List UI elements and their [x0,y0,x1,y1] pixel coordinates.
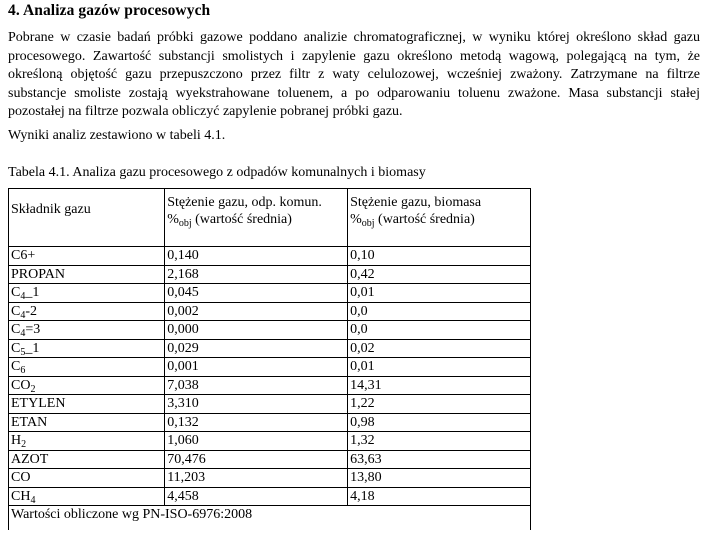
table-row [9,358,531,377]
biomass-value-cell: 0,0 [348,321,531,340]
municipal-value-cell: 0,140 [165,247,348,266]
header-biomass-line1: Stężenie gazu, biomasa [350,195,482,210]
component-cell [9,487,165,506]
header-biomass-unit-sub: obj [361,218,375,229]
municipal-value-cell: 0,002 [165,302,348,321]
municipal-value-cell: 0,001 [165,358,348,377]
component-name: AZOT [11,451,49,467]
component-cell [9,413,165,432]
component-name: CO [11,377,31,393]
header-biomass-unit: % [350,212,362,227]
component-name: CO [11,470,31,485]
table-row [9,469,531,488]
header-municipal-unit: % [167,212,179,227]
component-name: ETYLEN [11,396,66,411]
component-cell [9,432,165,451]
component-subscript: 4 [20,328,26,339]
component-subscript: 2 [30,383,36,395]
component-name: C [11,340,21,356]
biomass-value-cell: 4,18 [348,487,531,506]
biomass-value-cell: 0,98 [348,413,531,432]
biomass-value-cell: 0,10 [348,247,531,266]
municipal-value-cell: 0,000 [165,321,348,340]
municipal-value-cell: 0,132 [165,413,348,432]
table-header-row [9,189,531,247]
component-name: PROPAN [11,266,65,282]
table-row [9,321,531,340]
municipal-value-cell: 70,476 [165,450,348,469]
table-row [9,265,531,284]
header-biomass-note: (wartość średnia) [374,212,475,227]
component-name: H [11,433,22,448]
table-row [9,450,531,469]
component-name: ETAN [11,414,48,430]
table-row [9,284,531,303]
component-name: CH [11,488,31,504]
municipal-value-cell: 1,060 [165,432,348,451]
biomass-value-cell: 0,01 [348,284,531,303]
component-cell [9,339,165,358]
component-cell [9,247,165,266]
table-row [9,339,531,358]
header-municipal [165,189,348,247]
component-subscript: 5 [20,346,26,358]
biomass-value-cell: 0,01 [348,358,531,377]
body-paragraph: Pobrane w czasie badań próbki gazowe poddano analizie chromatograficznej, w wyniku której określono skład gazu procesowego. Zawartość substancji smolistych i zapylenie gazu określono metodą wagową, polegającą na tym, że określoną objętość gazu przepuszczono przez filtr z waty celulozowej, wcześniej zważony. Zatrzymane na filtrze substancje smoliste zostają wyekstrahowane toluenem, a po odparowaniu toluenu zważone. Masa substancji stałej pozostałej na filtrze pozwala obliczyć zapylenie pobranej próbki gazu. [8,30,700,119]
biomass-value-cell: 1,22 [348,395,531,414]
table-row [9,376,531,395]
biomass-value-cell: 14,31 [348,376,531,395]
table-footnote: Wartości obliczone wg PN-ISO-6976:2008 [9,506,531,531]
municipal-value-cell: 3,310 [165,395,348,414]
component-name: C [11,285,21,300]
municipal-value-cell: 11,203 [165,469,348,488]
table-row [9,395,531,414]
table-footnote-row [9,506,531,531]
component-suffix: _1 [25,340,40,356]
table-row [9,432,531,451]
component-suffix: _1 [25,285,40,300]
component-cell [9,321,165,340]
component-subscript: 4 [20,291,26,302]
header-municipal-unit-sub: obj [178,218,192,229]
component-suffix: =3 [25,322,41,337]
municipal-value-cell: 2,168 [165,265,348,284]
results-note: Wyniki analiz zestawiono w tabeli 4.1. [8,128,226,143]
biomass-value-cell: 0,02 [348,339,531,358]
component-name: C [11,303,21,319]
component-subscript: 2 [21,439,27,450]
component-name: C [11,322,21,337]
municipal-value-cell: 0,045 [165,284,348,303]
header-component: Składnik gazu [9,189,165,247]
table-row [9,302,531,321]
biomass-value-cell: 0,42 [348,265,531,284]
component-cell [9,358,165,377]
municipal-value-cell: 0,029 [165,339,348,358]
component-name: C [11,359,21,374]
gas-analysis-table [8,188,531,530]
component-cell [9,450,165,469]
header-biomass [348,189,531,247]
biomass-value-cell: 0,0 [348,302,531,321]
component-subscript: 6 [20,365,26,376]
municipal-value-cell: 4,458 [165,487,348,506]
header-municipal-line1: Stężenie gazu, odp. komun. [167,195,322,210]
biomass-value-cell: 63,63 [348,450,531,469]
component-subscript: 4 [30,494,36,506]
header-municipal-note: (wartość średnia) [191,212,292,227]
table-caption: Tabela 4.1. Analiza gazu procesowego z odpadów komunalnych i biomasy [8,165,426,180]
component-cell [9,284,165,303]
component-subscript: 4 [20,309,26,321]
table-row [9,247,531,266]
biomass-value-cell: 13,80 [348,469,531,488]
table-body [9,247,531,506]
component-cell [9,395,165,414]
biomass-value-cell: 1,32 [348,432,531,451]
component-cell [9,265,165,284]
component-cell [9,376,165,395]
municipal-value-cell: 7,038 [165,376,348,395]
table-row [9,413,531,432]
component-suffix: -2 [25,303,38,319]
section-title: 4. Analiza gazów procesowych [8,2,211,19]
component-cell [9,302,165,321]
component-name: C6+ [11,248,36,263]
component-cell [9,469,165,488]
table-row [9,487,531,506]
